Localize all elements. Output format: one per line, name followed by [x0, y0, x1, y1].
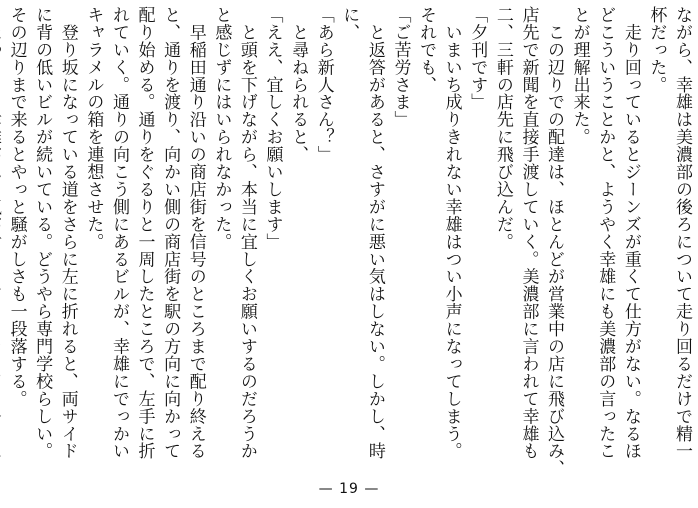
- text-line: と、通りを渡り、向かい側の商店街を駅の方向に向かって: [160, 6, 181, 460]
- text-line: と返答があると、さすがに悪い気はしない。しかし、時: [364, 6, 385, 460]
- text-line: と頭を下げながら、本当に宜しくお願いするのだろうか: [236, 6, 257, 460]
- text-line: と尋ねられると、: [288, 6, 309, 164]
- text-line: 「ご苦労さま」: [390, 6, 411, 129]
- text-line: この辺りでの配達は、ほとんどが営業中の店に飛び込み、: [544, 6, 565, 478]
- text-line: 登り坂になっている道をさらに左に折れると、両サイド: [57, 6, 78, 460]
- text-line: ながら、幸雄は美濃部の後ろについて走り回るだけで精一: [672, 6, 692, 460]
- text-line: に、: [339, 6, 360, 41]
- page-number: — 19 —: [318, 481, 380, 497]
- text-line: [0, 6, 3, 466]
- text-line: 杯だった。: [646, 6, 667, 94]
- text-line: キャラメルの箱を連想させた。: [83, 6, 104, 251]
- text-line: に背の低いビルが続いている。どうやら専門学校らしい。: [32, 6, 53, 460]
- text-line: と感じずにはいられなかった。: [211, 6, 232, 251]
- text-line: 配り始める。通りをぐるりと一周したところで、左手に折: [134, 6, 155, 460]
- text-line: いまいち成りきれない幸雄はつい小声になってしまう。: [441, 6, 462, 460]
- text-line: 「夕刊です」: [467, 6, 488, 111]
- text-line: 早稲田通り沿いの商店街を信号のところまで配り終える: [185, 6, 206, 460]
- text-line: 二、三軒の店先に飛び込んだ。: [492, 6, 513, 251]
- text-line: どこういうことかと、ようやく幸雄にも美濃部の言ったこ: [595, 6, 616, 460]
- vertical-body-text: [2, 6, 694, 478]
- text-line: 店先で新聞を直接手渡していく。美濃部に言われて幸雄も: [518, 6, 539, 460]
- text-line: その辺りまで来るとやっと騒がしさも一段落する。: [6, 6, 27, 408]
- text-line: 走り回っているとジーンズが重くて仕方がない。なるほ: [620, 6, 641, 460]
- text-line: 「あら新人さん？」: [313, 6, 334, 164]
- text-line: それでも、: [416, 6, 437, 94]
- text-line: 「ええ、宜しくお願いします」: [262, 6, 283, 251]
- text-line: とが理解出来た。: [569, 6, 590, 146]
- text-line: れていく。通りの向こう側にあるビルが、幸雄にでっかい: [108, 6, 129, 460]
